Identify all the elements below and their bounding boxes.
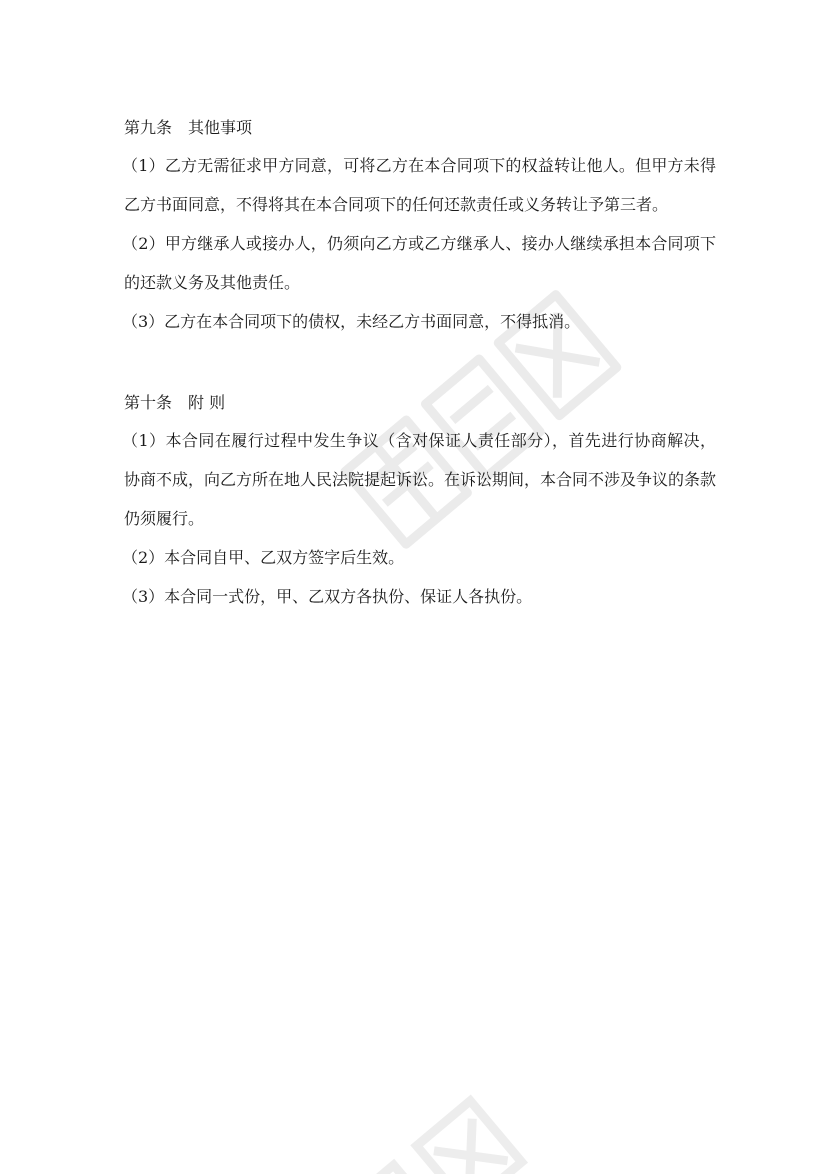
paragraph: （2）本合同自甲、乙双方签字后生效。 (122, 548, 405, 567)
paragraph: （1）本合同在履行过程中发生争议（含对保证人责任部分），首先进行协商解决，协商不成，向乙方所在地人民法院提起诉讼。在诉讼期间，本合同不涉及争议的条款仍须履行。 (122, 431, 717, 528)
watermark-fragment-icon (300, 1060, 600, 1174)
document-body (124, 110, 716, 616)
section-spacer (124, 341, 716, 385)
paragraph: （2）甲方继承人或接办人，仍须向乙方或乙方继承人、接办人继续承担本合同项下的还款义务及其他责任。 (122, 234, 716, 292)
section-number: 第十条 (124, 393, 173, 412)
section-title (124, 110, 716, 146)
section-title (124, 385, 716, 421)
paragraph: （3）乙方在本合同项下的债权，未经乙方书面同意，不得抵消。 (122, 312, 581, 331)
section-article-10 (124, 385, 716, 616)
paragraph: （3）本合同一式份，甲、乙双方各执份、保证人各执份。 (122, 587, 533, 606)
paragraph: （1）乙方无需征求甲方同意，可将乙方在本合同项下的权益转让他人。但甲方未得乙方书面同意，不得将其在本合同项下的任何还款责任或义务转让予第三者。 (122, 156, 716, 214)
section-number: 第九条 (124, 118, 173, 137)
section-heading: 其他事项 (188, 118, 253, 137)
section-heading: 附 则 (188, 393, 226, 412)
section-article-9 (124, 110, 716, 341)
